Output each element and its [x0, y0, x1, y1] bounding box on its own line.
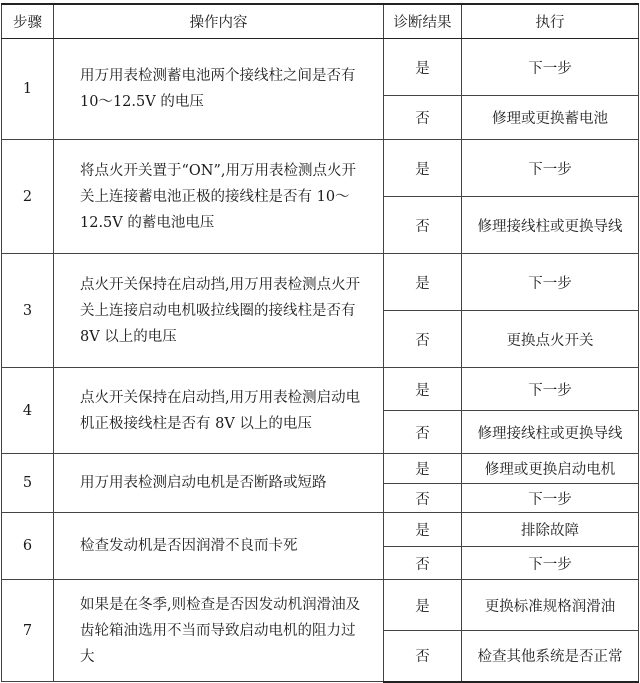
action-yes: 下一步: [462, 368, 639, 411]
result-yes: 是: [384, 368, 462, 411]
operation-text: 用万用表检测蓄电池两个接线柱之间是否有 10～12.5V 的电压: [54, 39, 384, 140]
step-number: 3: [2, 254, 54, 368]
step-number: 7: [2, 580, 54, 682]
diagnosis-table: [1, 3, 639, 683]
table-header: [2, 4, 639, 39]
result-no: 否: [384, 96, 462, 140]
result-no: 否: [384, 484, 462, 513]
operation-text: 点火开关保持在启动挡,用万用表检测点火开关上连接启动电机吸拉线圈的接线柱是否有 8V 以上的电压: [54, 254, 384, 368]
result-yes: 是: [384, 140, 462, 197]
operation-text: 如果是在冬季,则检查是否因发动机润滑油及齿轮箱油选用不当而导致启动电机的阻力过大: [54, 580, 384, 682]
step-number: 4: [2, 368, 54, 454]
step-number: 6: [2, 513, 54, 580]
result-no: 否: [384, 411, 462, 454]
action-yes: 排除故障: [462, 513, 639, 547]
table-body: [2, 39, 639, 682]
table-row: [2, 368, 639, 411]
action-no: 修理接线柱或更换导线: [462, 411, 639, 454]
result-no: 否: [384, 197, 462, 254]
header-row: [2, 4, 639, 39]
step-number: 2: [2, 140, 54, 254]
result-yes: 是: [384, 513, 462, 547]
action-no: 更换点火开关: [462, 311, 639, 368]
table-row: [2, 140, 639, 197]
action-yes: 修理或更换启动电机: [462, 454, 639, 484]
result-no: 否: [384, 547, 462, 580]
operation-text: 将点火开关置于“ON”,用万用表检测点火开关上连接蓄电池正极的接线柱是否有 10～12.5V 的蓄电池电压: [54, 140, 384, 254]
header-action: 执行: [462, 4, 639, 39]
table-row: [2, 513, 639, 547]
action-no: 修理接线柱或更换导线: [462, 197, 639, 254]
result-yes: 是: [384, 454, 462, 484]
table-row: [2, 39, 639, 96]
step-number: 5: [2, 454, 54, 513]
operation-text: 用万用表检测启动电机是否断路或短路: [54, 454, 384, 513]
header-step: 步骤: [2, 4, 54, 39]
action-yes: 更换标准规格润滑油: [462, 580, 639, 631]
header-result: 诊断结果: [384, 4, 462, 39]
action-no: 下一步: [462, 484, 639, 513]
action-yes: 下一步: [462, 39, 639, 96]
action-no: 检查其他系统是否正常: [462, 631, 639, 682]
result-no: 否: [384, 631, 462, 682]
action-no: 下一步: [462, 547, 639, 580]
action-yes: 下一步: [462, 254, 639, 311]
header-operation: 操作内容: [54, 4, 384, 39]
result-yes: 是: [384, 39, 462, 96]
result-no: 否: [384, 311, 462, 368]
step-number: 1: [2, 39, 54, 140]
operation-text: 检查发动机是否因润滑不良而卡死: [54, 513, 384, 580]
table-row: [2, 580, 639, 631]
table-row: [2, 454, 639, 484]
result-yes: 是: [384, 254, 462, 311]
action-yes: 下一步: [462, 140, 639, 197]
operation-text: 点火开关保持在启动挡,用万用表检测启动电机正极接线柱是否有 8V 以上的电压: [54, 368, 384, 454]
table-row: [2, 254, 639, 311]
action-no: 修理或更换蓄电池: [462, 96, 639, 140]
result-yes: 是: [384, 580, 462, 631]
